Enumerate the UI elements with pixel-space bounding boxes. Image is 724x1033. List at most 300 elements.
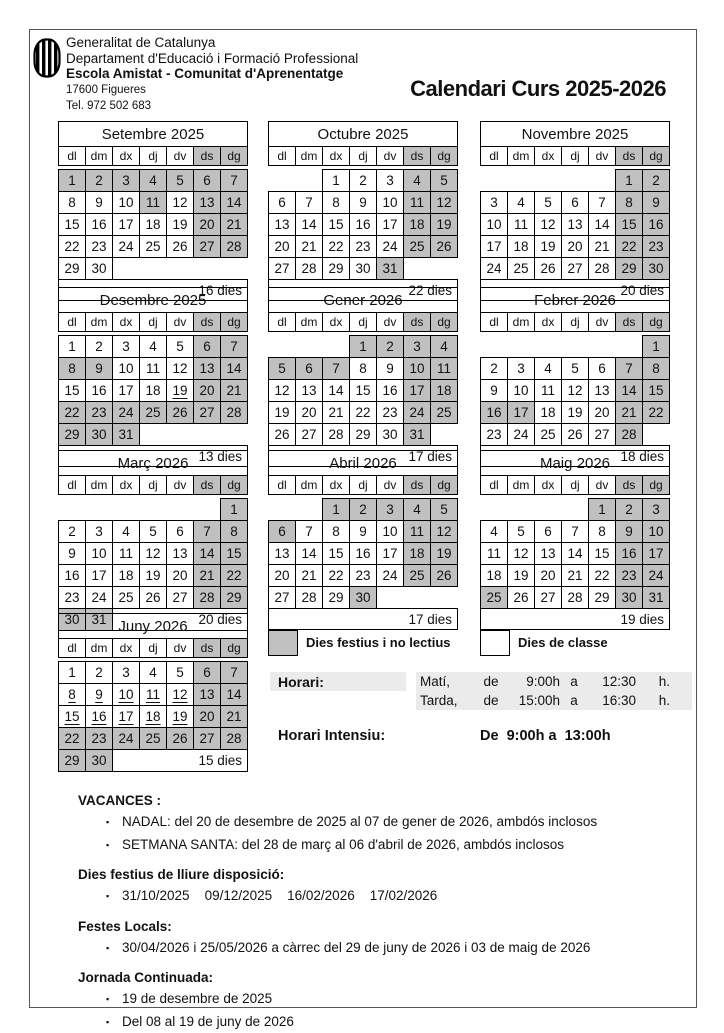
- empty-cell: [167, 499, 194, 521]
- empty-cell: [221, 424, 248, 446]
- day-cell: 12: [140, 543, 167, 565]
- horari-intensiu-label: Horari Intensiu:: [278, 728, 385, 744]
- month-head-table: [58, 613, 248, 658]
- document-page: [29, 29, 697, 1008]
- header-block: [66, 35, 358, 114]
- day-cell: 7: [221, 662, 248, 684]
- month-days-table: [480, 335, 670, 467]
- month-title: Maig 2026: [481, 451, 670, 476]
- day-cell: 27: [269, 258, 296, 280]
- day-header: dg: [431, 147, 458, 166]
- empty-cell: [481, 170, 508, 192]
- day-cell: 8: [643, 358, 670, 380]
- bullet-icon: ▪: [106, 937, 122, 960]
- day-cell: 24: [113, 402, 140, 424]
- day-cell: 26: [167, 402, 194, 424]
- day-cell: 26: [508, 587, 535, 609]
- day-cell: 16: [86, 706, 113, 728]
- day-cell: 20: [535, 565, 562, 587]
- empty-cell: [194, 499, 221, 521]
- day-header: dl: [481, 476, 508, 495]
- day-cell: 26: [140, 587, 167, 609]
- day-cell: 8: [323, 521, 350, 543]
- day-cell: 4: [404, 499, 431, 521]
- day-cell: 24: [86, 587, 113, 609]
- day-header: ds: [404, 313, 431, 332]
- day-header: dv: [377, 476, 404, 495]
- day-cell: 18: [404, 543, 431, 565]
- month-days-table: [58, 169, 248, 301]
- day-cell: 17: [643, 543, 670, 565]
- horari-values: [416, 672, 692, 710]
- day-cell: 16: [350, 543, 377, 565]
- day-cell: 3: [113, 662, 140, 684]
- day-cell: 17: [113, 214, 140, 236]
- empty-cell: [481, 499, 508, 521]
- day-cell: 19: [167, 706, 194, 728]
- empty-cell: [535, 336, 562, 358]
- month-head-table: [58, 121, 248, 166]
- day-cell: 17: [113, 380, 140, 402]
- day-header: dl: [269, 313, 296, 332]
- day-cell: 9: [86, 358, 113, 380]
- day-cell: 27: [562, 258, 589, 280]
- legend: [268, 630, 688, 656]
- day-cell: 23: [350, 236, 377, 258]
- month-days-table: [268, 498, 458, 630]
- day-cell: 8: [59, 192, 86, 214]
- a-label: a: [560, 674, 588, 689]
- day-cell: 10: [643, 521, 670, 543]
- day-header: dm: [508, 313, 535, 332]
- empty-cell: [296, 499, 323, 521]
- month-calendar: [58, 287, 248, 467]
- day-cell: 28: [221, 402, 248, 424]
- day-cell: 22: [350, 402, 377, 424]
- day-cell: 9: [59, 543, 86, 565]
- list-item: ▪ SETMANA SANTA: del 28 de març al 06 d'abril de 2026, ambdós inclosos: [78, 834, 663, 857]
- day-cell: 3: [86, 521, 113, 543]
- day-cell: 9: [350, 521, 377, 543]
- day-cell: 20: [269, 565, 296, 587]
- day-cell: 16: [377, 380, 404, 402]
- day-cell: 22: [616, 236, 643, 258]
- day-cell: 13: [194, 192, 221, 214]
- day-cell: 27: [194, 402, 221, 424]
- list-item: ▪ 30/04/2026 i 25/05/2026 a càrrec del 29 de juny de 2026 i 03 de maig de 2026: [78, 937, 663, 960]
- dies-count: 16 dies: [59, 280, 248, 301]
- day-cell: 10: [113, 684, 140, 706]
- day-header: dv: [167, 147, 194, 166]
- month-head-table: [268, 121, 458, 166]
- day-header: dm: [86, 147, 113, 166]
- h-label: h.: [636, 674, 676, 689]
- day-cell: 9: [377, 358, 404, 380]
- month-title: Novembre 2025: [481, 122, 670, 147]
- day-cell: 13: [562, 214, 589, 236]
- day-cell: 13: [167, 543, 194, 565]
- empty-cell: [269, 336, 296, 358]
- section-title-jornada-continuada: Jornada Continuada:: [78, 968, 663, 988]
- day-cell: 27: [194, 728, 221, 750]
- day-cell: 30: [59, 609, 86, 631]
- day-cell: 9: [616, 521, 643, 543]
- month-head-table: [480, 450, 670, 495]
- day-cell: 5: [140, 521, 167, 543]
- day-cell: 16: [86, 380, 113, 402]
- month-calendar: [58, 613, 248, 772]
- day-cell: 21: [296, 565, 323, 587]
- page-title: Calendari Curs 2025-2026: [410, 76, 666, 102]
- month-calendar: [268, 450, 458, 630]
- day-cell: 28: [221, 728, 248, 750]
- bullet-icon: ▪: [106, 1011, 122, 1033]
- day-cell: 8: [221, 521, 248, 543]
- month-head-table: [480, 121, 670, 166]
- day-cell: 3: [643, 499, 670, 521]
- day-cell: 8: [323, 192, 350, 214]
- generalitat-senyera-icon: [33, 38, 61, 83]
- day-cell: 20: [194, 214, 221, 236]
- day-cell: 6: [589, 358, 616, 380]
- day-cell: 23: [350, 565, 377, 587]
- day-header: dg: [221, 313, 248, 332]
- day-header: ds: [404, 476, 431, 495]
- day-cell: 28: [323, 424, 350, 446]
- day-cell: 29: [59, 750, 86, 772]
- day-cell: 30: [616, 587, 643, 609]
- section-title-vacances: VACANCES :: [78, 791, 663, 811]
- day-cell: 13: [296, 380, 323, 402]
- day-cell: 1: [616, 170, 643, 192]
- day-cell: 6: [535, 521, 562, 543]
- month-title: Setembre 2025: [59, 122, 248, 147]
- day-cell: 15: [589, 543, 616, 565]
- day-header: dx: [535, 147, 562, 166]
- day-cell: 10: [86, 543, 113, 565]
- day-cell: 28: [296, 587, 323, 609]
- empty-cell: [643, 424, 670, 446]
- day-cell: 31: [643, 587, 670, 609]
- day-cell: 30: [350, 258, 377, 280]
- day-cell: 9: [86, 684, 113, 706]
- h-label: h.: [636, 693, 676, 708]
- day-cell: 26: [535, 258, 562, 280]
- day-cell: 17: [508, 402, 535, 424]
- day-cell: 1: [323, 499, 350, 521]
- day-cell: 4: [404, 170, 431, 192]
- day-cell: 12: [269, 380, 296, 402]
- empty-cell: [589, 170, 616, 192]
- day-cell: 18: [140, 214, 167, 236]
- day-cell: 13: [269, 214, 296, 236]
- day-header: dg: [643, 147, 670, 166]
- dies-count: 19 dies: [481, 609, 670, 630]
- month-calendar: [480, 121, 670, 301]
- day-cell: 21: [221, 706, 248, 728]
- month-head-table: [268, 450, 458, 495]
- dies-count: 13 dies: [59, 446, 248, 467]
- day-cell: 1: [221, 499, 248, 521]
- day-cell: 6: [562, 192, 589, 214]
- day-cell: 17: [377, 543, 404, 565]
- day-cell: 6: [194, 170, 221, 192]
- day-cell: 22: [59, 402, 86, 424]
- day-cell: 10: [113, 192, 140, 214]
- day-cell: 5: [167, 662, 194, 684]
- day-header: dx: [323, 313, 350, 332]
- day-header: dv: [377, 147, 404, 166]
- day-cell: 21: [221, 380, 248, 402]
- empty-cell: [431, 258, 458, 280]
- month-days-table: [58, 661, 248, 772]
- day-header: dx: [113, 313, 140, 332]
- day-cell: 25: [140, 236, 167, 258]
- day-cell: 15: [643, 380, 670, 402]
- day-header: dm: [296, 476, 323, 495]
- day-cell: 8: [589, 521, 616, 543]
- day-cell: 5: [508, 521, 535, 543]
- month-head-table: [268, 287, 458, 332]
- day-cell: 28: [589, 258, 616, 280]
- day-cell: 22: [643, 402, 670, 424]
- day-cell: 1: [323, 170, 350, 192]
- empty-cell: [296, 336, 323, 358]
- day-cell: 14: [323, 380, 350, 402]
- day-cell: 17: [86, 565, 113, 587]
- horari-label: Horari:: [270, 672, 406, 691]
- day-cell: 19: [167, 214, 194, 236]
- section-title-festes-locals: Festes Locals:: [78, 917, 663, 937]
- day-header: dv: [167, 476, 194, 495]
- month-head-table: [58, 450, 248, 495]
- empty-cell: [140, 499, 167, 521]
- end-time: 16:30: [588, 693, 636, 708]
- day-cell: 20: [562, 236, 589, 258]
- day-header: dg: [431, 476, 458, 495]
- month-head-table: [480, 287, 670, 332]
- day-header: dm: [86, 639, 113, 658]
- day-cell: 21: [194, 565, 221, 587]
- day-cell: 14: [221, 684, 248, 706]
- day-cell: 15: [323, 543, 350, 565]
- bullet-icon: ▪: [106, 885, 122, 908]
- empty-cell: [221, 258, 248, 280]
- day-cell: 7: [221, 170, 248, 192]
- day-cell: 28: [296, 258, 323, 280]
- empty-cell: [589, 336, 616, 358]
- day-header: dg: [221, 476, 248, 495]
- day-cell: 24: [377, 236, 404, 258]
- day-cell: 6: [167, 521, 194, 543]
- day-cell: 15: [323, 214, 350, 236]
- day-cell: 27: [167, 587, 194, 609]
- day-cell: 6: [296, 358, 323, 380]
- day-cell: 14: [562, 543, 589, 565]
- day-header: dg: [221, 147, 248, 166]
- dies-count: 17 dies: [269, 446, 458, 467]
- day-cell: 19: [431, 543, 458, 565]
- day-cell: 23: [86, 728, 113, 750]
- day-cell: 11: [404, 192, 431, 214]
- day-cell: 31: [113, 424, 140, 446]
- day-cell: 16: [616, 543, 643, 565]
- day-cell: 25: [535, 424, 562, 446]
- day-cell: 4: [508, 192, 535, 214]
- day-cell: 26: [431, 236, 458, 258]
- day-cell: 21: [296, 236, 323, 258]
- day-cell: 14: [221, 358, 248, 380]
- empty-cell: [377, 587, 404, 609]
- day-cell: 18: [404, 214, 431, 236]
- empty-cell: [113, 258, 140, 280]
- empty-cell: [508, 499, 535, 521]
- day-cell: 16: [350, 214, 377, 236]
- day-cell: 11: [535, 380, 562, 402]
- month-days-table: [58, 335, 248, 467]
- day-cell: 1: [59, 336, 86, 358]
- day-header: ds: [616, 313, 643, 332]
- month-title: Abril 2026: [269, 451, 458, 476]
- day-cell: 8: [59, 684, 86, 706]
- day-header: dv: [167, 313, 194, 332]
- day-cell: 15: [59, 380, 86, 402]
- day-cell: 11: [508, 214, 535, 236]
- day-cell: 21: [221, 214, 248, 236]
- day-cell: 23: [616, 565, 643, 587]
- day-cell: 11: [113, 543, 140, 565]
- day-cell: 21: [616, 402, 643, 424]
- month-calendar: [58, 450, 248, 631]
- day-cell: 25: [404, 565, 431, 587]
- day-header: dl: [269, 476, 296, 495]
- empty-cell: [535, 499, 562, 521]
- day-cell: 5: [431, 170, 458, 192]
- day-cell: 26: [167, 236, 194, 258]
- month-title: Febrer 2026: [481, 288, 670, 313]
- day-header: dg: [431, 313, 458, 332]
- day-cell: 29: [59, 258, 86, 280]
- day-cell: 8: [616, 192, 643, 214]
- day-header: dx: [113, 147, 140, 166]
- day-cell: 25: [113, 587, 140, 609]
- day-cell: 5: [269, 358, 296, 380]
- day-cell: 23: [377, 402, 404, 424]
- day-cell: 10: [508, 380, 535, 402]
- day-cell: 29: [616, 258, 643, 280]
- day-cell: 20: [296, 402, 323, 424]
- day-cell: 11: [431, 358, 458, 380]
- day-cell: 17: [481, 236, 508, 258]
- day-cell: 2: [350, 170, 377, 192]
- day-cell: 3: [377, 499, 404, 521]
- day-header: dx: [323, 147, 350, 166]
- day-cell: 13: [194, 684, 221, 706]
- legend-classe-swatch: [480, 630, 510, 656]
- day-header: dv: [589, 476, 616, 495]
- day-cell: 15: [350, 380, 377, 402]
- day-cell: 12: [167, 358, 194, 380]
- day-cell: 19: [140, 565, 167, 587]
- day-cell: 26: [562, 424, 589, 446]
- day-cell: 6: [194, 662, 221, 684]
- empty-cell: [431, 587, 458, 609]
- day-cell: 30: [643, 258, 670, 280]
- notes-block: [78, 782, 663, 1033]
- day-cell: 4: [535, 358, 562, 380]
- day-cell: 23: [86, 236, 113, 258]
- day-cell: 26: [269, 424, 296, 446]
- day-cell: 8: [350, 358, 377, 380]
- month-calendar: [58, 121, 248, 301]
- dies-count: 22 dies: [269, 280, 458, 301]
- day-cell: 20: [589, 402, 616, 424]
- day-cell: 7: [589, 192, 616, 214]
- empty-cell: [404, 587, 431, 609]
- day-cell: 19: [167, 380, 194, 402]
- day-cell: 29: [589, 587, 616, 609]
- period-label: Matí,: [416, 674, 476, 689]
- day-cell: 28: [562, 587, 589, 609]
- day-cell: 5: [167, 170, 194, 192]
- day-header: dx: [535, 476, 562, 495]
- day-cell: 18: [508, 236, 535, 258]
- day-cell: 5: [431, 499, 458, 521]
- day-header: ds: [616, 147, 643, 166]
- day-header: dl: [481, 313, 508, 332]
- day-cell: 18: [140, 380, 167, 402]
- day-cell: 18: [140, 706, 167, 728]
- day-cell: 16: [86, 214, 113, 236]
- day-cell: 12: [535, 214, 562, 236]
- end-time: 12:30: [588, 674, 636, 689]
- empty-cell: [167, 258, 194, 280]
- day-cell: 14: [616, 380, 643, 402]
- school-name: Escola Amistat - Comunitat d'Aprenentatge: [66, 66, 358, 82]
- empty-cell: [194, 258, 221, 280]
- day-header: dl: [59, 476, 86, 495]
- day-cell: 17: [404, 380, 431, 402]
- day-cell: 24: [508, 424, 535, 446]
- day-header: dv: [167, 639, 194, 658]
- month-days-table: [480, 169, 670, 301]
- day-cell: 9: [86, 192, 113, 214]
- day-header: dj: [140, 476, 167, 495]
- day-header: dg: [643, 476, 670, 495]
- legend-classe-label: Dies de classe: [518, 635, 608, 650]
- day-cell: 20: [167, 565, 194, 587]
- school-address: 17600 Figueres: [66, 82, 358, 98]
- day-cell: 12: [562, 380, 589, 402]
- day-cell: 25: [508, 258, 535, 280]
- day-cell: 4: [431, 336, 458, 358]
- day-cell: 27: [535, 587, 562, 609]
- day-header: dv: [589, 313, 616, 332]
- day-cell: 12: [508, 543, 535, 565]
- day-cell: 10: [481, 214, 508, 236]
- day-cell: 29: [323, 258, 350, 280]
- day-cell: 27: [296, 424, 323, 446]
- bullet-icon: ▪: [106, 988, 122, 1011]
- day-cell: 27: [194, 236, 221, 258]
- empty-cell: [562, 336, 589, 358]
- day-cell: 24: [643, 565, 670, 587]
- day-cell: 19: [269, 402, 296, 424]
- empty-cell: [481, 336, 508, 358]
- day-cell: 1: [643, 336, 670, 358]
- day-cell: 19: [508, 565, 535, 587]
- empty-cell: [140, 258, 167, 280]
